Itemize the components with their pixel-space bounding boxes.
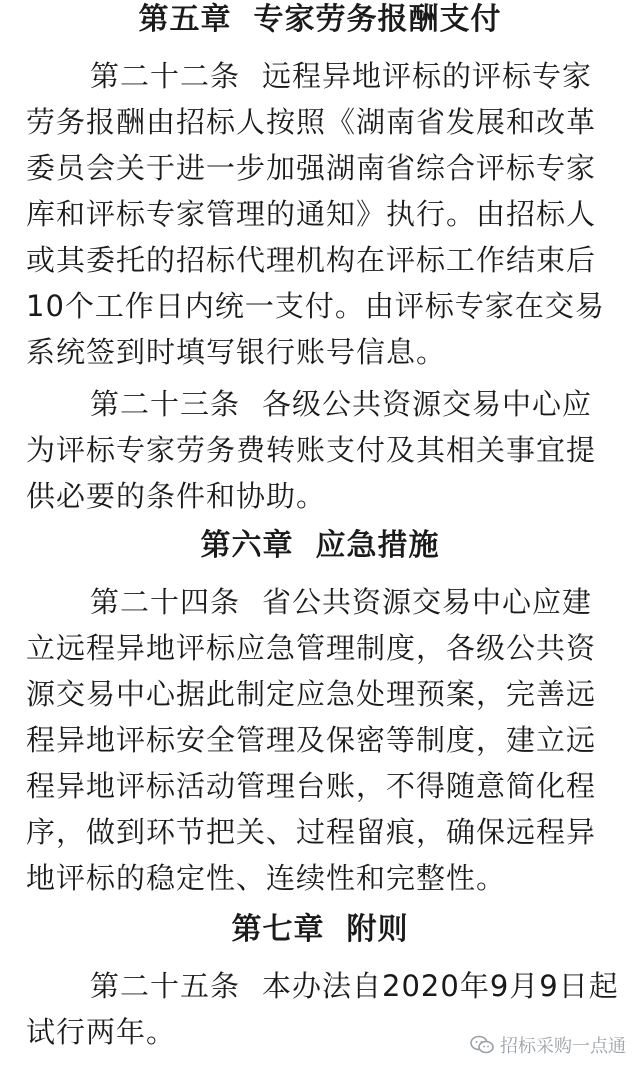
article-label: 第二十三条: [90, 387, 241, 421]
article-line: 或其委托的招标代理机构在评标工作结束后: [26, 243, 597, 277]
article-first-line: [26, 582, 640, 622]
chapter-heading: [0, 0, 640, 40]
article-line: 为评标专家劳务费转账支付及其相关事宜提: [26, 433, 597, 467]
article-line: 立远程异地评标应急管理制度，各级公共资: [26, 631, 597, 665]
article-line: 系统签到时填写银行账号信息。: [26, 335, 447, 369]
chapter-number: 第五章: [138, 2, 232, 37]
article-first-line: [26, 384, 640, 424]
chapter-title: 附则: [346, 912, 409, 947]
wechat-watermark: [470, 1032, 626, 1058]
article-line: 源交易中心据此制定应急处理预案，完善远: [26, 677, 597, 711]
article-line: 供必要的条件和协助。: [26, 479, 327, 513]
article-line: 程异地评标活动管理台账，不得随意简化程: [26, 769, 597, 803]
watermark-text: 招标采购一点通: [500, 1036, 626, 1057]
article-line: 地评标的稳定性、连续性和完整性。: [26, 861, 507, 895]
chapter-heading: [0, 910, 640, 950]
chapter-heading: [0, 526, 640, 566]
article-text: 各级公共资源交易中心应: [262, 387, 593, 421]
article-line: 委员会关于进一步加强湖南省综合评标专家: [26, 151, 597, 185]
article-line: 序，做到环节把关、过程留痕，确保远程异: [26, 815, 597, 849]
chapter-title: 专家劳务报酬支付: [253, 2, 502, 37]
chapter-title: 应急措施: [315, 528, 440, 563]
chapter-number: 第六章: [200, 528, 294, 563]
article-text: 远程异地评标的评标专家: [262, 59, 593, 93]
chapter-number: 第七章: [231, 912, 325, 947]
article-line: 10个工作日内统一支付。由评标专家在交易: [26, 289, 605, 323]
article-label: 第二十四条: [90, 585, 241, 619]
article-text: 省公共资源交易中心应建: [262, 585, 593, 619]
wechat-icon: [470, 1035, 494, 1055]
article-first-line: [26, 966, 640, 1006]
article-line: 试行两年。: [26, 1015, 177, 1049]
article-text: 本办法自2020年9月9日起: [262, 969, 619, 1003]
article-line: 库和评标专家管理的通知》执行。由招标人: [26, 197, 597, 231]
article-label: 第二十五条: [90, 969, 241, 1003]
article-label: 第二十二条: [90, 59, 241, 93]
article-line: 程异地评标安全管理及保密等制度，建立远: [26, 723, 597, 757]
article-line: 劳务报酬由招标人按照《湖南省发展和改革: [26, 105, 597, 139]
article-first-line: [26, 56, 640, 96]
